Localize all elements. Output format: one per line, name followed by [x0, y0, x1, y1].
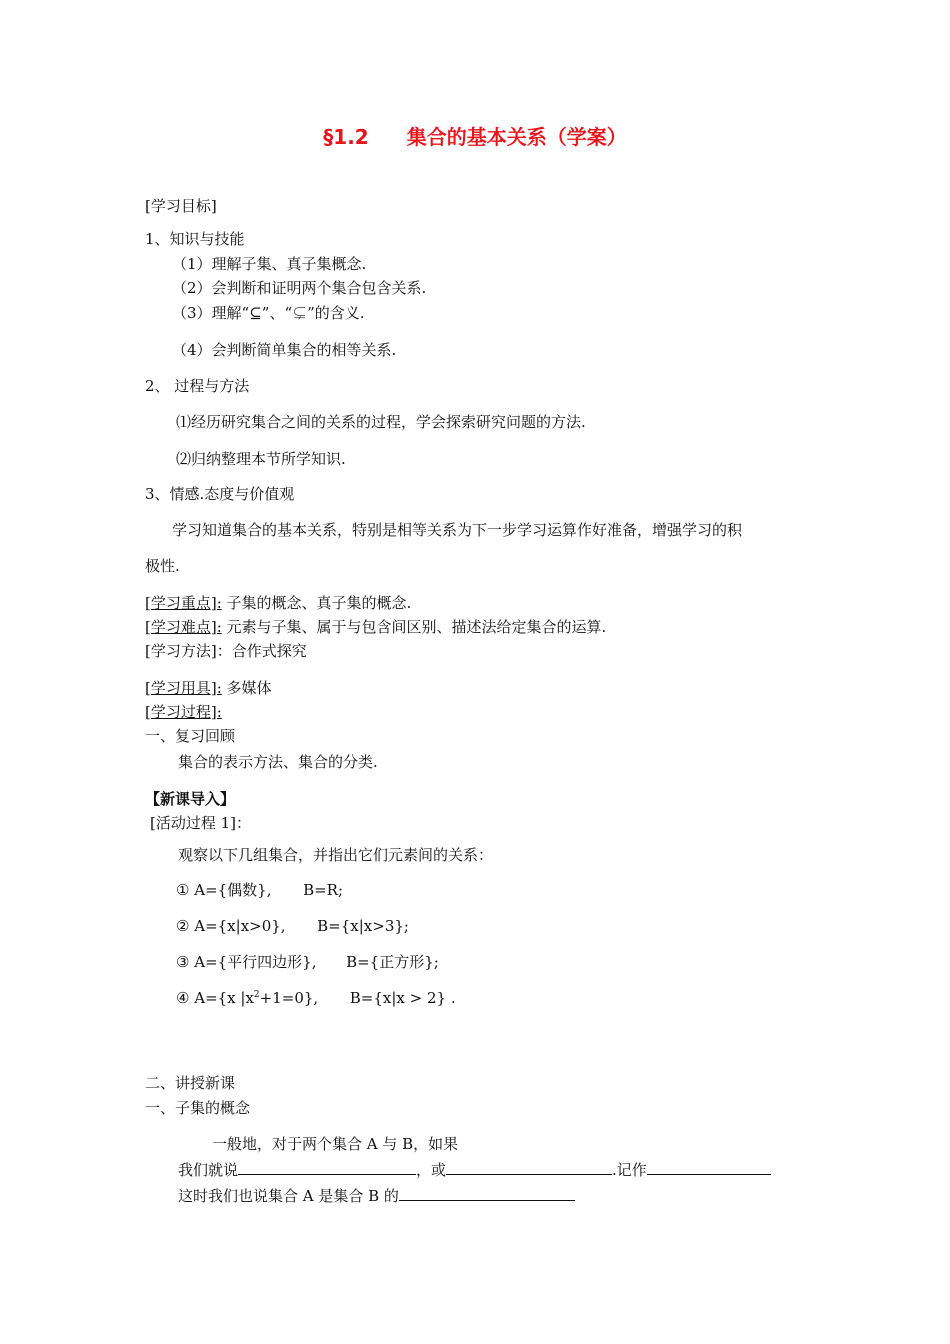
emotion-heading: 3、情感.态度与价值观 [145, 485, 295, 503]
fill-blank-1[interactable] [238, 1158, 416, 1175]
definition-text-c: .记作 [612, 1161, 647, 1179]
process-item-1: ⑴经历研究集合之间的关系的过程，学会探索研究问题的方法. [176, 413, 586, 431]
group-set-a: A={x $|x^2+1=0$}, [194, 989, 319, 1007]
activity-label: [活动过程 1]： [150, 814, 252, 832]
knowledge-item-3: （3）理解“⊆”、“⊊”的含义. [172, 304, 365, 322]
tools-value: 多媒体 [226, 679, 272, 697]
methods-value: 合作式探究 [231, 642, 307, 660]
knowledge-item-2: （2）会判断和证明两个集合包含关系. [172, 279, 427, 297]
review-text: 集合的表示方法、集合的分类. [178, 753, 378, 771]
intro-heading: 【新课导入】 [145, 790, 236, 808]
difficulties-row [145, 617, 606, 637]
group-set-a: A={x|x>0}, [194, 917, 286, 935]
section-number: §1.2 [323, 125, 369, 149]
group-number: ④ [176, 989, 190, 1007]
group-set-b: B={正方形}; [346, 953, 439, 971]
subset-heading: 一、子集的概念 [145, 1099, 251, 1117]
emotion-text-line1: 学习知道集合的基本关系，特别是相等关系为下一步学习运算作好准备，增强学习的积 [172, 521, 743, 539]
group-set-a: A={平行四边形}, [194, 953, 317, 971]
group-number: ① [176, 881, 190, 899]
tools-label: [学习用具]: [145, 679, 222, 697]
tools-row [145, 678, 272, 698]
definition-text-b: ，或 [416, 1161, 447, 1179]
group-number: ③ [176, 953, 190, 971]
process-heading: 2、 过程与方法 [145, 377, 250, 395]
title-text: 集合的基本关系（学案） [406, 125, 627, 149]
group-set-b: B={x|x>3}; [317, 917, 409, 935]
emotion-text-line2: 极性. [145, 557, 180, 575]
procedure-label: [学习过程]: [145, 703, 222, 721]
objectives-header: [学习目标] [145, 197, 217, 215]
group-set-b: B={x|x > 2} . [349, 989, 456, 1007]
definition-line2 [178, 1158, 771, 1180]
exponent: 2 [253, 990, 260, 1000]
fill-blank-4[interactable] [399, 1184, 575, 1201]
fill-blank-3[interactable] [647, 1158, 771, 1175]
activity-prompt: 观察以下几组集合，并指出它们元素间的关系： [178, 846, 494, 864]
definition-text-a: 我们就说 [178, 1161, 239, 1179]
methods-label: [学习方法]： [145, 642, 232, 660]
group-number: ② [176, 917, 190, 935]
fill-blank-2[interactable] [446, 1158, 612, 1175]
set-group-4 [176, 988, 456, 1008]
review-heading: 一、复习回顾 [145, 727, 236, 745]
difficulties-value: 元素与子集、属于与包含间区别、描述法给定集合的运算. [226, 618, 607, 636]
key-points-value: 子集的概念、真子集的概念. [226, 594, 412, 612]
knowledge-item-4: （4）会判断简单集合的相等关系. [172, 341, 397, 359]
process-item-2: ⑵归纳整理本节所学知识. [176, 450, 346, 468]
set-group-3 [176, 952, 439, 972]
knowledge-item-1: （1）理解子集、真子集概念. [172, 255, 367, 273]
definition-line1: 一般地，对于两个集合 A 与 B，如果 [212, 1135, 459, 1153]
knowledge-heading: 1、知识与技能 [145, 230, 245, 248]
key-points-row [145, 593, 411, 613]
lecture-heading: 二、讲授新课 [145, 1074, 236, 1092]
page-title [0, 124, 950, 150]
methods-row [145, 641, 307, 661]
key-points-label: [学习重点]: [145, 594, 222, 612]
set-group-1 [176, 880, 343, 900]
group-set-a: A={偶数}, [194, 881, 272, 899]
definition-line3 [178, 1184, 575, 1206]
procedure-row [145, 702, 222, 722]
group-set-b: B=R; [303, 881, 344, 899]
set-group-2 [176, 916, 409, 936]
definition-text-d: 这时我们也说集合 A 是集合 B 的 [178, 1187, 399, 1205]
difficulties-label: [学习难点]: [145, 618, 222, 636]
